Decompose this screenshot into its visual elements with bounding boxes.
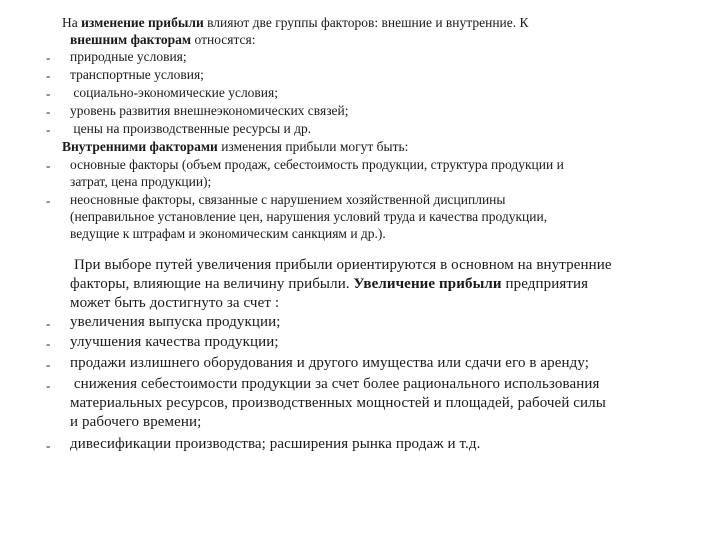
list-item: транспортные условия; <box>70 67 204 82</box>
list-item: уровень развития внешнеэкономических связей; <box>70 103 349 118</box>
list-item: улучшения качества продукции; <box>70 334 279 350</box>
list-dash: - <box>46 50 51 65</box>
list-item-cont: и рабочего времени; <box>70 414 202 430</box>
list-item-cont: (неправильное установление цен, нарушения условий труда и качества продукции, <box>70 209 548 224</box>
paragraph-line: факторы, влияющие на величину прибыли. Увеличение прибыли предприятия <box>70 276 589 292</box>
list-item: основные факторы (объем продаж, себестоимость продукции, структура продукции и <box>70 157 564 172</box>
list-dash: - <box>46 158 51 173</box>
list-dash: - <box>46 438 51 453</box>
list-item: неосновные факторы, связанные с нарушением хозяйственной дисциплины <box>70 192 506 207</box>
list-item-cont: затрат, цена продукции); <box>70 174 212 189</box>
paragraph-line: При выборе путей увеличения прибыли ориентируются в основном на внутренние <box>74 257 612 273</box>
list-item: снижения себестоимости продукции за счет более рационального использования <box>70 376 600 392</box>
external-heading: внешним факторам относятся: <box>70 32 256 47</box>
list-item: продажи излишнего оборудования и другого имущества или сдачи его в аренду; <box>70 355 590 371</box>
list-dash: - <box>46 336 51 351</box>
list-item: природные условия; <box>70 49 187 64</box>
intro-bold: изменение прибыли <box>81 15 204 30</box>
list-dash: - <box>46 68 51 83</box>
list-item: дивесификации производства; расширения рынка продаж и т.д. <box>70 436 481 452</box>
list-item: цены на производственные ресурсы и др. <box>70 121 312 136</box>
list-item-cont: ведущие к штрафам и экономическим санкциям и др.). <box>70 226 386 241</box>
list-dash: - <box>46 104 51 119</box>
list-dash: - <box>46 357 51 372</box>
internal-heading: Внутренними факторами изменения прибыли могут быть: <box>62 139 409 154</box>
list-dash: - <box>46 316 51 331</box>
list-dash: - <box>46 378 51 393</box>
list-dash: - <box>46 193 51 208</box>
list-dash: - <box>46 86 51 101</box>
list-item-cont: материальных ресурсов, производственных мощностей и площадей, рабочей силы <box>70 395 606 411</box>
list-item: социально-экономические условия; <box>70 85 278 100</box>
list-dash: - <box>46 122 51 137</box>
list-item: увеличения выпуска продукции; <box>70 314 281 330</box>
paragraph-line: может быть достигнуто за счет : <box>70 295 280 311</box>
intro-line: На изменение прибыли влияют две группы факторов: внешние и внутренние. К <box>62 15 529 30</box>
